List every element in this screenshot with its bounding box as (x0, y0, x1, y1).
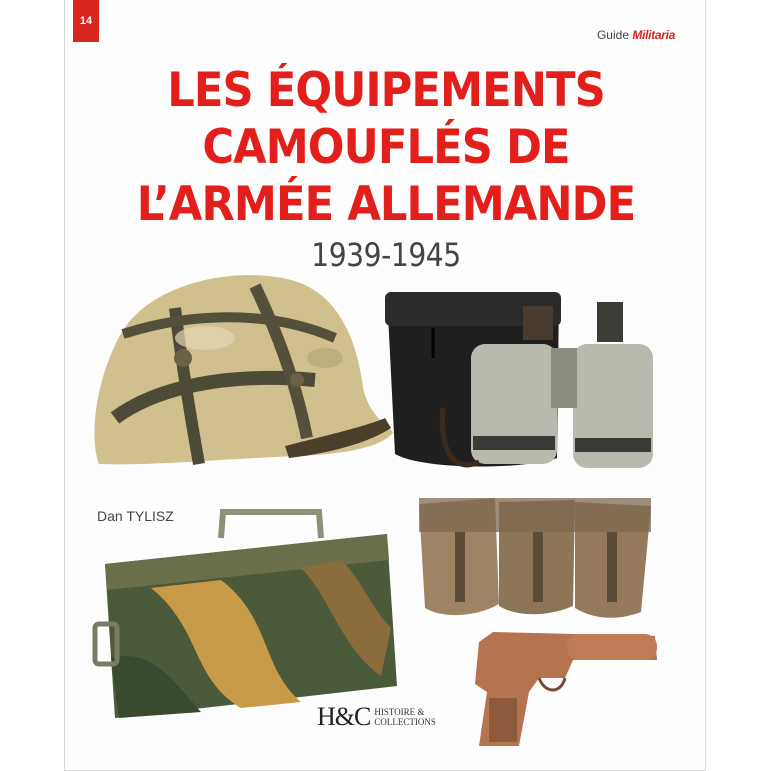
publisher-line-2: COLLECTIONS (374, 717, 436, 727)
ammo-pouches-image (415, 494, 655, 622)
ammunition-box-image (91, 508, 403, 726)
title-line-3: L’ARMÉE ALLEMANDE (136, 177, 636, 232)
series-number-tab (73, 0, 99, 42)
publisher-logo-mark: H&C (317, 702, 371, 731)
guide-name: Militaria (632, 28, 675, 42)
title-line-2: CAMOUFLÉS DE (202, 120, 570, 175)
binoculars-image (383, 288, 658, 478)
publisher-logo (317, 702, 436, 732)
book-cover (64, 0, 706, 771)
camouflaged-helmet-image (85, 268, 397, 486)
publisher-logo-text (374, 707, 436, 727)
author-name: Dan TYLISZ (97, 508, 174, 524)
title-line-1: LES ÉQUIPEMENTS (167, 63, 605, 118)
flare-pistol-image (469, 628, 659, 750)
series-number: 14 (79, 15, 93, 27)
series-name (597, 28, 675, 42)
publisher-line-1: HISTOIRE & (374, 707, 425, 717)
title-years: 1939-1945 (311, 236, 461, 274)
guide-prefix: Guide (596, 28, 629, 42)
book-title (91, 62, 682, 233)
